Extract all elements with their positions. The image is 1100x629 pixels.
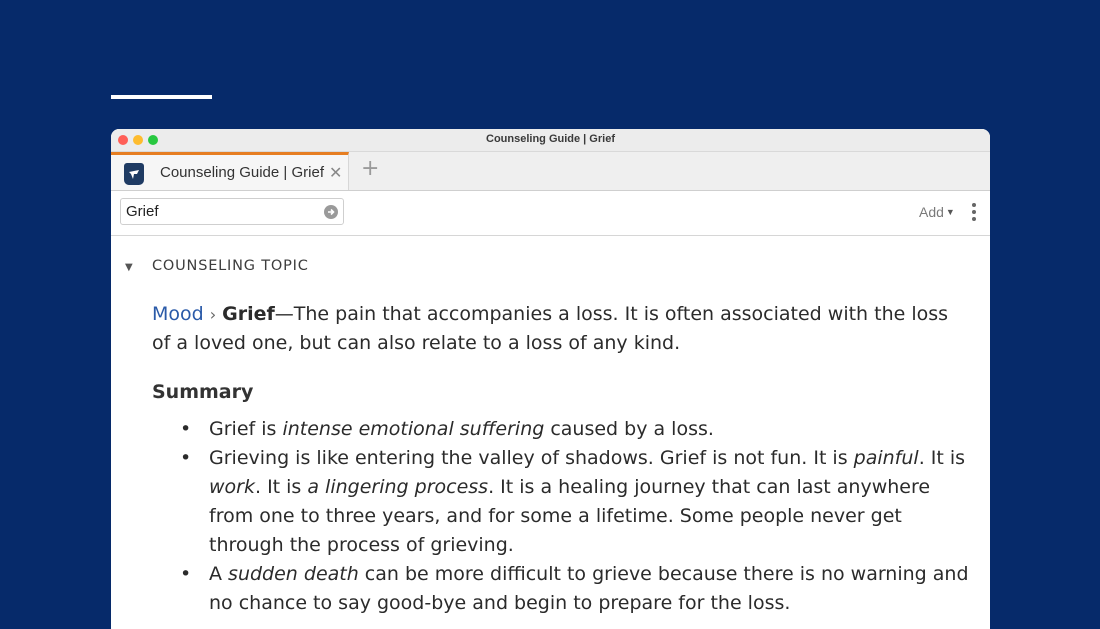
emphasis-text: painful (853, 447, 919, 469)
arrow-right-circle-icon[interactable] (324, 205, 338, 219)
add-menu-label: Add (919, 204, 944, 220)
emphasis-text: work (209, 476, 255, 498)
bullet-marker: • (180, 418, 192, 440)
topic-term: Grief (222, 303, 275, 325)
list-item-text: . It is (918, 447, 966, 469)
add-menu-button[interactable] (919, 204, 955, 220)
toolbar (111, 191, 990, 236)
topic-article (152, 300, 972, 618)
list-item-text: can be more difficult to grieve because there is no warning and no chance to say good-bye and begin to prepare for the loss. (209, 563, 969, 614)
decorative-accent-line (111, 95, 212, 99)
list-item-text: Grief is (209, 418, 283, 440)
topic-definition (152, 300, 972, 358)
bullet-marker: • (180, 447, 192, 469)
add-tab-icon[interactable]: + (361, 156, 380, 181)
tab-close-icon[interactable]: ✕ (329, 163, 343, 182)
emphasis-text: intense emotional suffering (282, 418, 545, 440)
breadcrumb-link-mood[interactable]: Mood (152, 303, 204, 325)
list-item (180, 444, 972, 560)
section-heading: COUNSELING TOPIC (152, 258, 309, 274)
bible-book-icon (124, 163, 144, 185)
caret-down-icon[interactable]: ▼ (125, 262, 133, 273)
list-item (180, 560, 972, 618)
kebab-menu-icon[interactable] (971, 203, 977, 223)
breadcrumb-separator: › (209, 305, 217, 324)
tab-label: Counseling Guide | Grief (160, 164, 324, 181)
app-window (111, 129, 990, 629)
tab-bar (111, 152, 990, 191)
search-input[interactable] (120, 198, 344, 225)
emphasis-text: sudden death (228, 563, 359, 585)
bullet-marker: • (180, 563, 192, 585)
summary-list (152, 415, 972, 618)
topic-definition-text: —The pain that accompanies a loss. It is often associated with the loss of a loved one, but can also relate to a loss of any kind. (152, 303, 949, 354)
list-item (180, 415, 972, 444)
caret-down-icon: ▼ (945, 207, 955, 217)
title-bar (111, 129, 990, 152)
list-item-text: . It is a healing journey that can last anywhere from one to three years, and for some a lifetime. Some people never get through the process of grieving. (209, 476, 931, 556)
list-item-text: Grieving is like entering the valley of shadows. Grief is not fun. It is (209, 447, 854, 469)
list-item-text: A (209, 563, 229, 585)
emphasis-text: a lingering process (307, 476, 489, 498)
list-item-text: . It is (254, 476, 308, 498)
summary-heading: Summary (152, 381, 254, 403)
search-input-value: Grief (126, 203, 159, 220)
list-item-text: caused by a loss. (544, 418, 714, 440)
window-title: Counseling Guide | Grief (486, 133, 615, 145)
tab-counseling-guide[interactable] (111, 152, 349, 190)
